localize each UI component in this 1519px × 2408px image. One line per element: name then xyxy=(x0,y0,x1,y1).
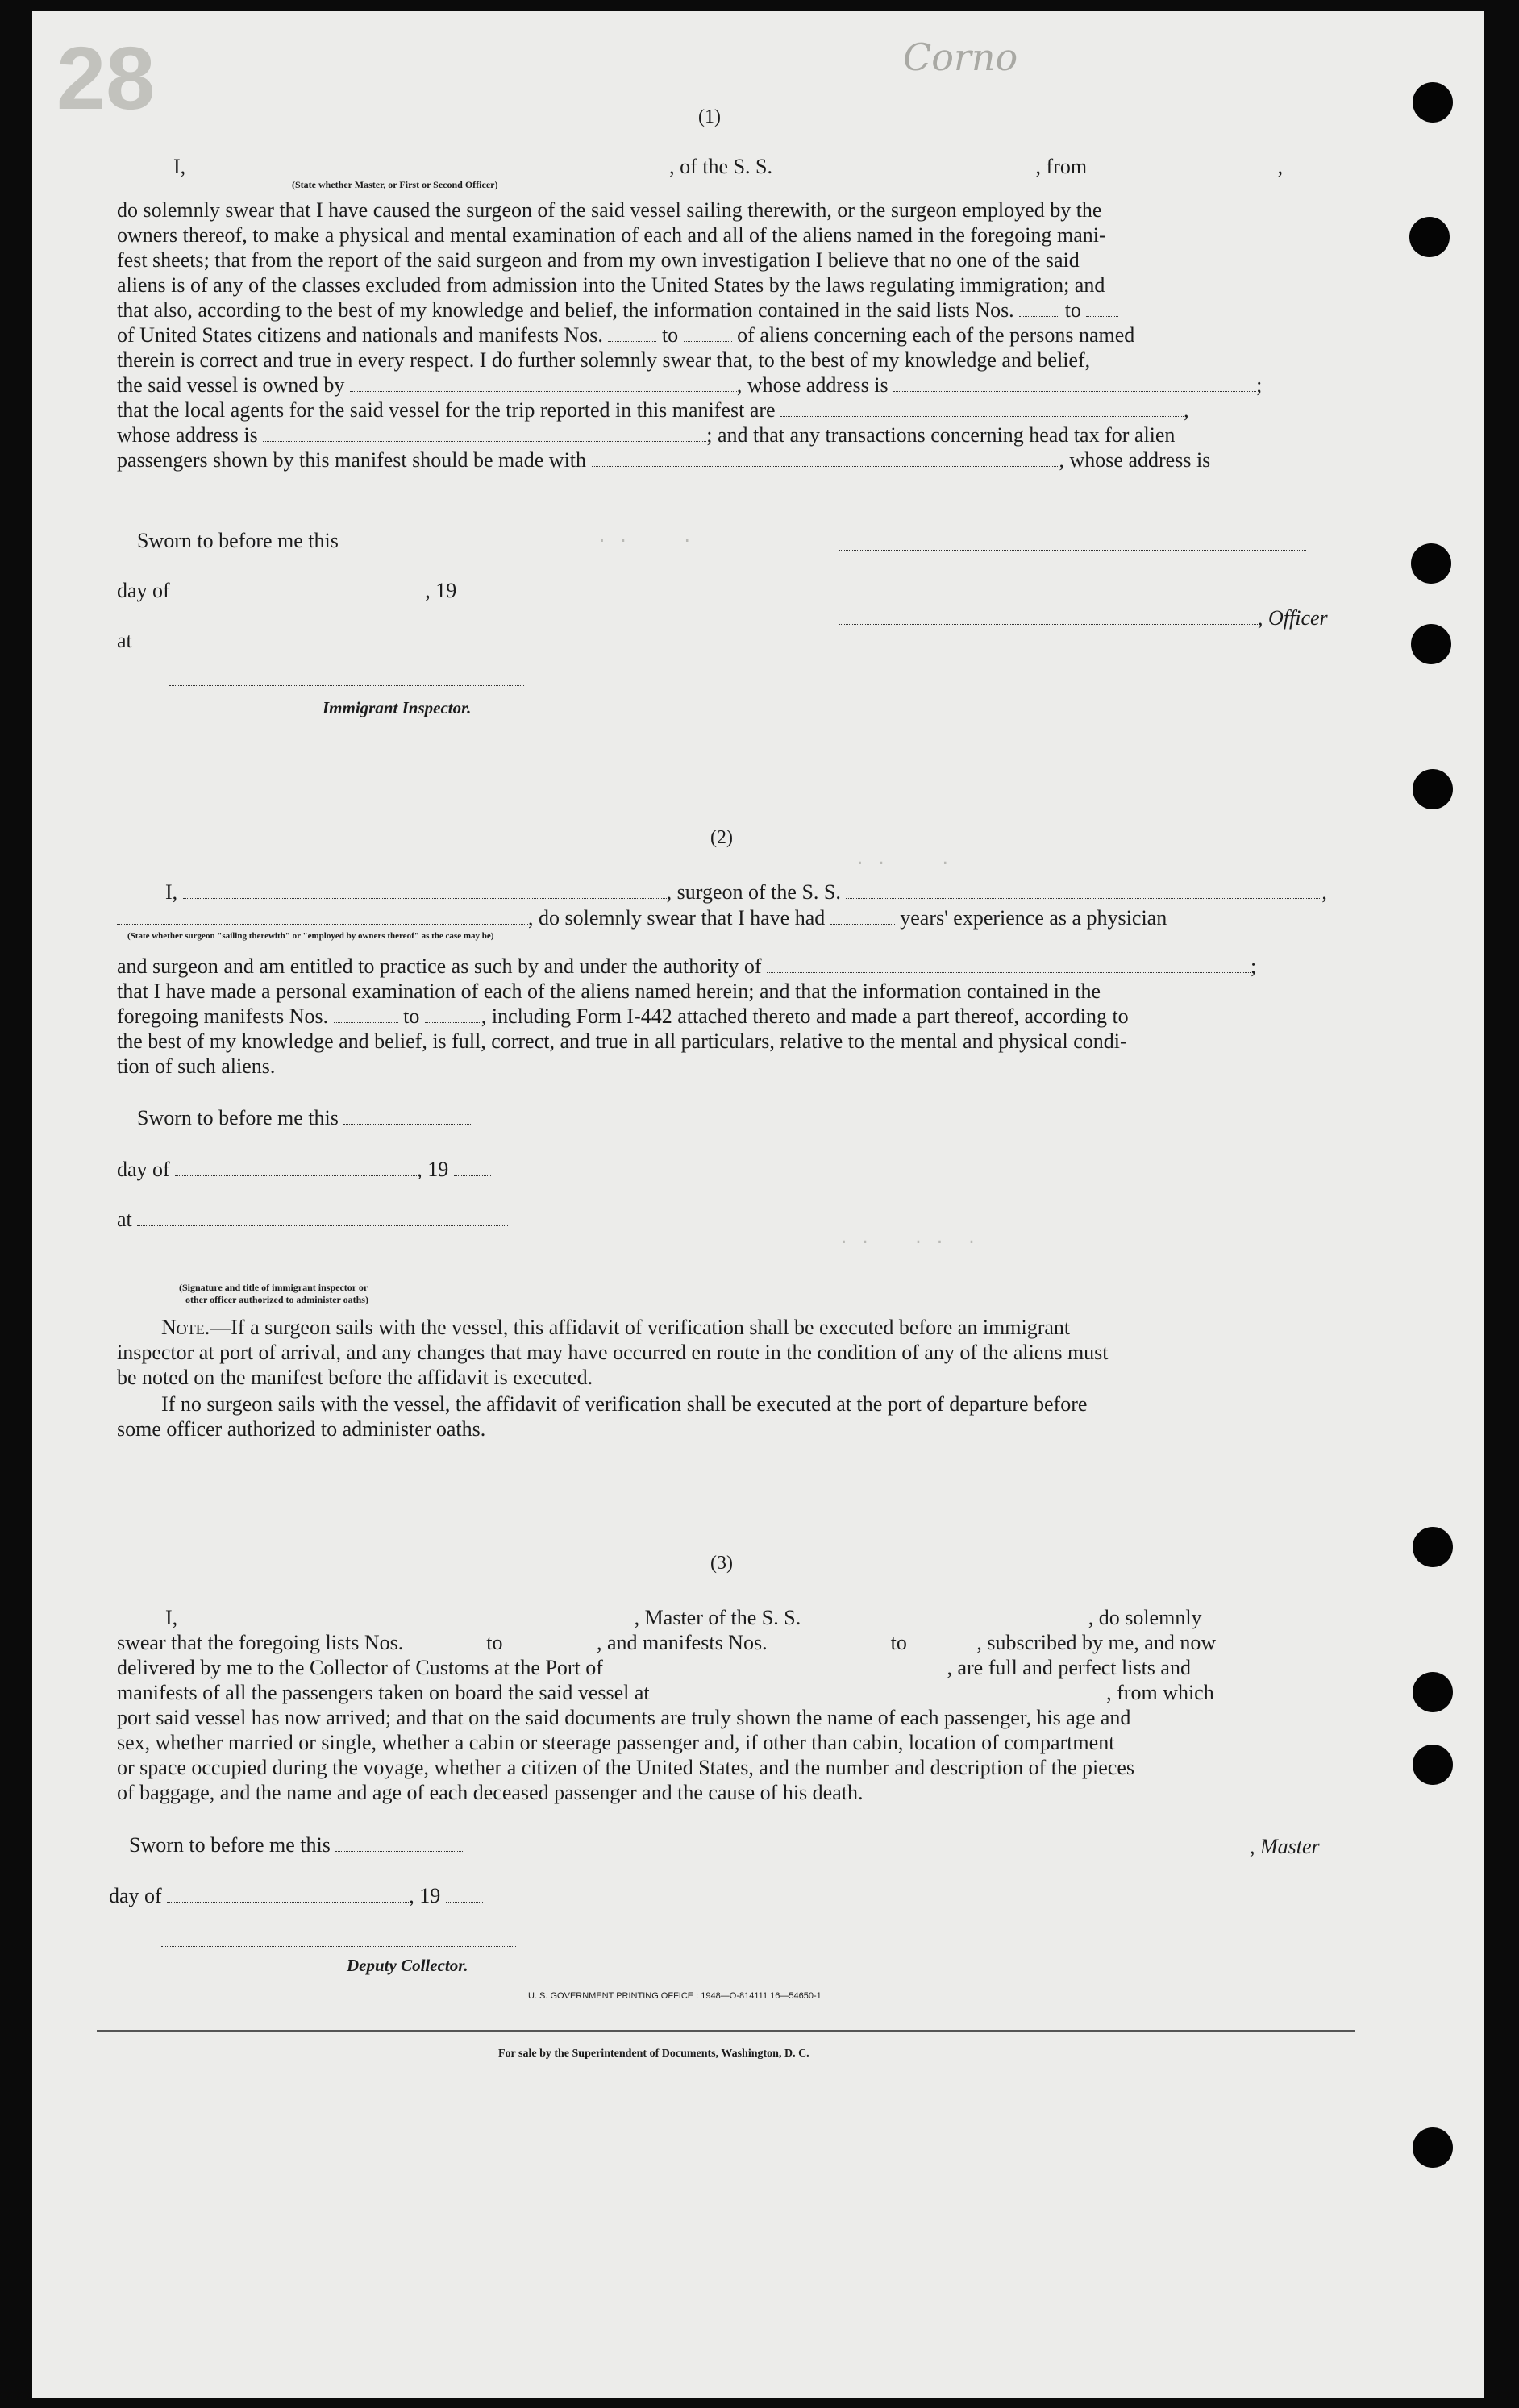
deputy-collector-signature-line[interactable] xyxy=(161,1946,516,1947)
master-signature-line[interactable] xyxy=(830,1835,1250,1853)
section-1-text: do solemnly swear that I have caused the surgeon of the said vessel sailing therewith, or the surgeon employed by the xyxy=(117,198,1102,222)
sworn-3-month-field[interactable] xyxy=(167,1884,409,1903)
surgeon-manifest-from-field[interactable] xyxy=(334,1004,398,1023)
citizen-list-to-field[interactable] xyxy=(1086,298,1118,317)
section-2-heading: (2) xyxy=(710,827,733,848)
sworn-1-label: Sworn to before me this xyxy=(137,529,472,553)
punch-hole xyxy=(1413,1672,1453,1712)
officer-rank-note: (State whether Master, or First or Second Officer) xyxy=(292,179,498,190)
footer-rule xyxy=(97,2030,1355,2032)
citizen-list-from-field[interactable] xyxy=(1019,298,1059,317)
vessel-owner-field[interactable] xyxy=(350,373,737,392)
sworn-2-month-field[interactable] xyxy=(175,1158,417,1176)
sworn-2-place-field[interactable] xyxy=(137,1208,508,1226)
inspector-signature-line[interactable] xyxy=(169,685,524,686)
master-label: , Master xyxy=(1250,1835,1320,1858)
port-of-arrival-field[interactable] xyxy=(608,1656,947,1674)
sworn-1-year-field[interactable] xyxy=(462,579,499,597)
surgeon-name-field[interactable] xyxy=(183,880,667,899)
sale-notice: For sale by the Superintendent of Documents, Washington, D. C. xyxy=(498,2048,809,2060)
officer-name-field[interactable] xyxy=(185,155,669,173)
bleed-through-text: . . . xyxy=(597,527,693,547)
punch-hole xyxy=(1413,1745,1453,1785)
master-vessel-field[interactable] xyxy=(806,1606,1088,1624)
deputy-collector-label: Deputy Collector. xyxy=(347,1956,468,1975)
punch-hole xyxy=(1409,217,1450,257)
agent-address-field[interactable] xyxy=(263,423,706,442)
note-paragraph: Note.—If a surgeon sails with the vessel, this affidavit of verification shall be executed before an immigrant xyxy=(161,1316,1071,1339)
immigrant-inspector-label: Immigrant Inspector. xyxy=(323,698,472,717)
officer-title-field[interactable] xyxy=(839,606,1258,625)
punch-hole xyxy=(1411,624,1451,664)
from-port-field[interactable] xyxy=(1092,155,1278,173)
punch-hole xyxy=(1411,543,1451,584)
master-name-field[interactable] xyxy=(183,1606,635,1624)
head-tax-agent-field[interactable] xyxy=(592,448,1059,467)
section-1-heading: (1) xyxy=(698,106,721,127)
surgeon-vessel-field[interactable] xyxy=(846,880,1321,899)
page-number: 28 xyxy=(56,29,156,128)
officer-signature-line[interactable] xyxy=(839,550,1306,551)
lists-to-field[interactable] xyxy=(508,1631,597,1649)
section-1-line-1: I, , of the S. S. , from , xyxy=(173,155,1284,178)
manifests-from-field[interactable] xyxy=(772,1631,885,1649)
sworn-3-year-field[interactable] xyxy=(446,1884,483,1903)
lists-from-field[interactable] xyxy=(409,1631,481,1649)
surgeon-status-field[interactable] xyxy=(117,906,528,925)
port-of-embarkation-field[interactable] xyxy=(655,1681,1106,1699)
officer-label: , Officer xyxy=(1258,606,1328,630)
sworn-2-date-field[interactable] xyxy=(343,1106,472,1125)
note-label: Note. xyxy=(161,1316,210,1339)
sworn-2-year-field[interactable] xyxy=(454,1158,491,1176)
manifest-affidavit-page: 28 Corno . . . . . . . . . . . (1) I, , of the S. S. , from , (State whether Master, or First or Second Officer) do solemnly swear that I have caused the surgeon of the said vessel sailing therewith, or the surgeon employed by the owners thereof, to make a physical and mental examination of each and all of the aliens named in the foregoing mani- fest sheets; that from the report of the said surgeon and from my own investigation I believe that no one of the said aliens is of any of the classes excluded from admission into the United States by the laws regulating immigration; and that also, according to the best of my knowledge and belief, the information contained in the said lists Nos. to of United States citizens and nationals and manifests Nos. to of aliens concerning each of the persons named therein is correct and true in every respect. I do further solemnly swear that, to the best of my knowledge and belief, the said vessel is owned by , whose address is ; that the local agents for the said vessel for the trip reported in this manifest are , whose address is ; and that any transactions concerning head tax for alien passengers shown by this manifest should be made with , whose address is Sworn to before me this day of , 19 , Officer at Immigrant Inspector. (2) I, , surgeon of the S. S. , , do solemnly swear that I have had years' experience as a physician (State whether surgeon "sailing therewith" or "employed by owners thereof" as the case may be) and surgeon and am entitled to practice as such by and under the authority of ; that I have made a personal examination of each of the aliens named herein; and that the information contained in the foregoing manifests Nos. to , including Form I-442 attached thereto and made a part thereof, according to the best of my knowledge and belief, is full, correct, and true in all particulars, relative to the mental and physical condi- tion of such aliens. Sworn to before me this day of , 19 at (Signature and title of immigrant inspector or other officer authorized to administer oaths) Note.—If a surgeon sails with the vessel, this affidavit of verification shall be executed before an immigrant inspector at port of arrival, and any changes that may have occurred en route in the condition of any of the aliens must be noted on the manifest before the affidavit is executed. If no surgeon sails with the vessel, the affidavit of verification shall be executed at the port of departure before some officer authorized to administer oaths. (3) I, , Master of the S. S. , do solemnly swear that the foregoing lists Nos. to , and manifests Nos. to , subscribed by me, and now delivered by me to the Collector of Customs at the Port of , are full and perfect lists and manifests of all the passengers taken on board the said vessel at , from which port said vessel has now arrived; and that on the said documents are truly shown the name of each passenger, his age and sex, whether married or single, whether a cabin or steerage passenger and, if other than cabin, location of compartment or space occupied during the voyage, whether a citizen of the United States, and the number and description of the pieces of baggage, and the name and age of each deceased passenger and the cause of his death. Sworn to before me this , Master day of , 19 Deputy Collector. U. S. GOVERNMENT PRINTING OFFICE : 1948—O-814111 16—54650-1 For sale by the Superintendent of Documents, Washington, D. C. xyxy=(32,11,1484,2398)
authority-field[interactable] xyxy=(767,954,1251,973)
manifest-from-field[interactable] xyxy=(608,323,656,342)
sworn-1-date-field[interactable] xyxy=(343,529,472,547)
margin-note: Corno xyxy=(903,35,1018,79)
surgeon-manifest-to-field[interactable] xyxy=(425,1004,481,1023)
gpo-imprint: U. S. GOVERNMENT PRINTING OFFICE : 1948—O-814111 16—54650-1 xyxy=(528,1991,822,2001)
section-3-heading: (3) xyxy=(710,1553,733,1574)
manifests-to-field[interactable] xyxy=(912,1631,976,1649)
sworn-3-date-field[interactable] xyxy=(335,1833,464,1852)
sworn-1-place-field[interactable] xyxy=(137,629,508,647)
years-experience-field[interactable] xyxy=(830,906,895,925)
bleed-through-text: . . . xyxy=(855,850,951,870)
sworn-1-month-field[interactable] xyxy=(175,579,425,597)
surgeon-status-note: (State whether surgeon "sailing therewith" or "employed by owners thereof" as the case may be) xyxy=(127,931,494,941)
manifest-to-field[interactable] xyxy=(684,323,732,342)
owner-address-field[interactable] xyxy=(893,373,1256,392)
local-agents-field[interactable] xyxy=(780,398,1184,417)
vessel-name-field[interactable] xyxy=(778,155,1036,173)
punch-hole xyxy=(1413,2127,1453,2168)
punch-hole xyxy=(1413,769,1453,809)
bleed-through-text: . . . . . xyxy=(839,1229,977,1249)
